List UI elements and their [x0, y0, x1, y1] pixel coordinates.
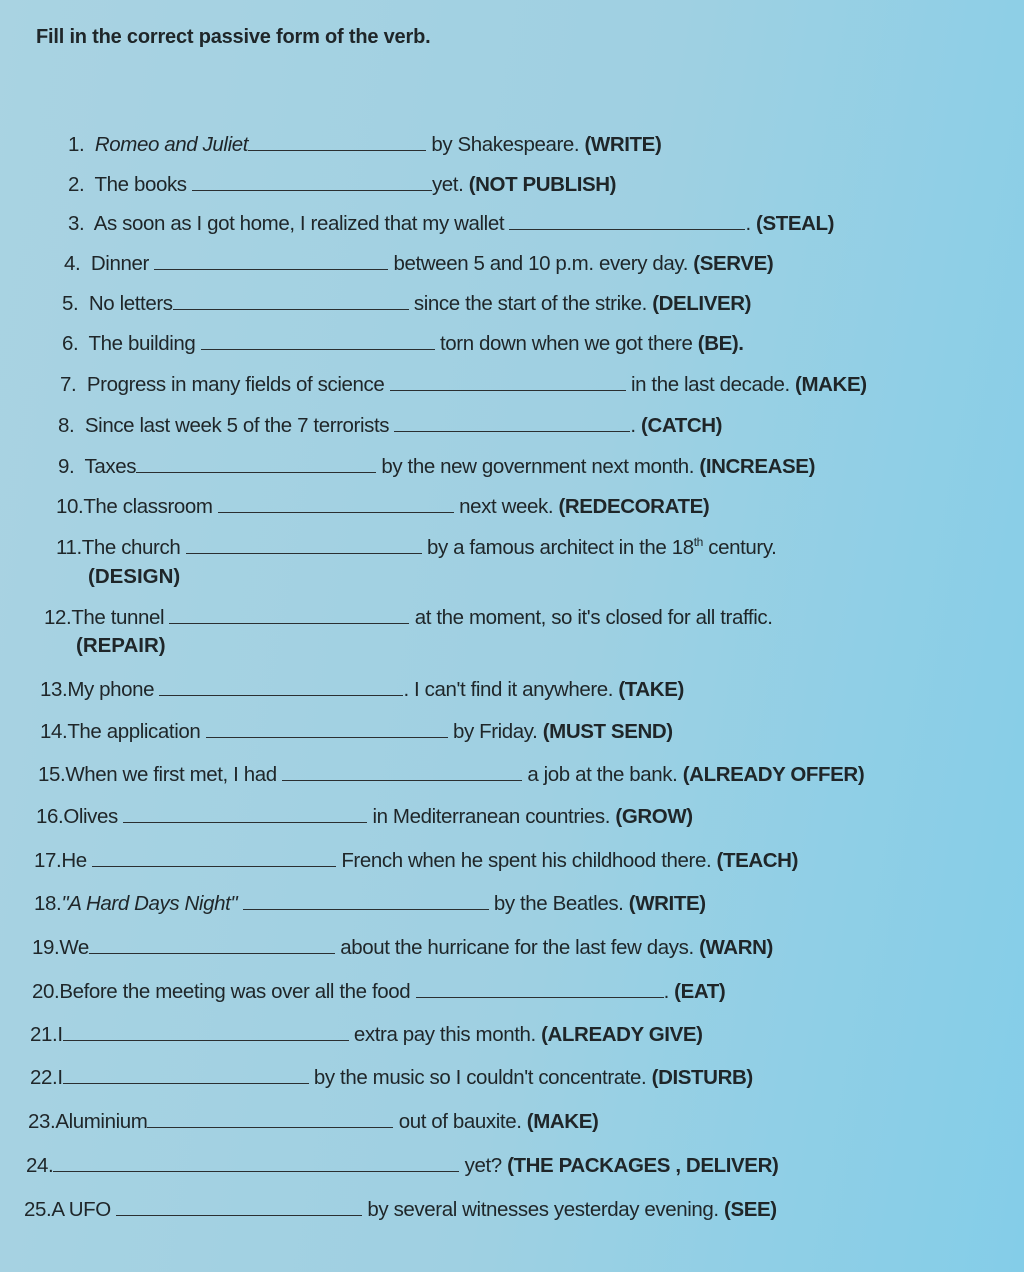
verb-hint: (NOT PUBLISH) [468, 173, 617, 196]
item-number: 11. [56, 536, 82, 559]
verb-hint: (ALREADY GIVE) [541, 1023, 703, 1046]
verb-hint: (WRITE) [628, 892, 706, 915]
exercise-item-9 [58, 454, 815, 479]
item-text-after: by the new government next month. [381, 455, 695, 478]
item-number: 25. [24, 1198, 52, 1221]
verb-hint: (TAKE) [618, 678, 684, 701]
exercise-item-6 [62, 331, 744, 356]
exercise-item-2 [68, 172, 616, 197]
exercise-item-8 [58, 413, 722, 438]
exercise-item-13 [40, 677, 684, 702]
answer-blank[interactable] [243, 891, 489, 910]
exercise-item-11 [56, 535, 776, 560]
item-number: 14. [40, 720, 68, 743]
answer-blank[interactable] [159, 677, 403, 696]
verb-hint: (INCREASE) [699, 455, 815, 478]
item-number: 24. [26, 1154, 54, 1177]
exercise-item-23 [28, 1109, 598, 1134]
verb-hint: (STEAL) [756, 212, 835, 235]
answer-blank[interactable] [169, 605, 409, 624]
item-text-after: . [745, 212, 751, 235]
item-number: 2. [68, 173, 85, 196]
verb-hint: (MUST SEND) [542, 720, 673, 743]
answer-blank[interactable] [89, 935, 335, 954]
item-text-before: Progress in many fields of science [86, 373, 385, 396]
item-number: 19. [32, 936, 60, 959]
answer-blank[interactable] [92, 848, 336, 867]
verb-hint: (EAT) [674, 980, 726, 1003]
exercise-item-19 [32, 935, 773, 960]
answer-blank[interactable] [63, 1065, 309, 1084]
item-number: 9. [58, 455, 75, 478]
answer-blank[interactable] [282, 762, 522, 781]
item-number: 6. [62, 332, 79, 355]
answer-blank[interactable] [509, 211, 745, 230]
item-text-before: My phone [67, 678, 155, 701]
item-text-after: by several witnesses yesterday evening. [367, 1198, 719, 1221]
exercise-item-1 [68, 132, 661, 157]
item-number: 7. [60, 373, 77, 396]
item-text-before: We [59, 936, 89, 959]
item-number: 16. [36, 805, 64, 828]
exercise-item-24 [26, 1153, 778, 1178]
answer-blank[interactable] [136, 454, 376, 473]
item-text-after: . [663, 980, 669, 1003]
item-number: 8. [58, 414, 75, 437]
item-text-after: French when he spent his childhood there. [341, 849, 712, 872]
item-text-before: The classroom [83, 495, 213, 518]
item-text-before: He [61, 849, 87, 872]
item-text-after: next week. [459, 495, 554, 518]
answer-blank[interactable] [416, 979, 664, 998]
item-text-after: yet. [431, 173, 464, 196]
verb-hint: (MAKE) [795, 373, 867, 396]
item-text-before: The building [88, 332, 196, 355]
item-text-before: When we first met, I had [65, 763, 277, 786]
item-text-before: Taxes [84, 455, 137, 478]
item-text-after: at the moment, so it's closed for all traffic. [414, 606, 773, 629]
answer-blank[interactable] [218, 494, 454, 513]
verb-hint: (ALREADY OFFER) [682, 763, 865, 786]
exercise-item-20 [32, 979, 725, 1004]
verb-hint: (MAKE) [526, 1110, 599, 1133]
answer-blank[interactable] [390, 372, 626, 391]
exercise-item-3 [68, 211, 834, 236]
item-text-after: torn down when we got there [440, 332, 693, 355]
item-text-after: by the Beatles. [493, 892, 624, 915]
verb-hint: (REPAIR) [76, 634, 166, 657]
item-number: 18. [34, 892, 62, 915]
item-text-after: yet? [464, 1154, 502, 1177]
item-number: 12. [44, 606, 72, 629]
item-number: 1. [68, 133, 85, 156]
exercise-item-22 [30, 1065, 753, 1090]
verb-hint: (TEACH) [716, 849, 799, 872]
item-text-after: out of bauxite. [398, 1110, 522, 1133]
item-text-after: between 5 and 10 p.m. every day. [393, 252, 688, 275]
item-text-before: Since last week 5 of the 7 terrorists [84, 414, 390, 437]
item-number: 13. [40, 678, 68, 701]
item-number: 21. [30, 1023, 58, 1046]
item-text-after: by a famous architect in the 18 [426, 536, 694, 559]
exercise-item-15 [38, 762, 864, 787]
item-number: 20. [32, 980, 60, 1003]
item-text-before: I [57, 1066, 63, 1089]
exercise-item-18 [34, 891, 706, 916]
answer-blank[interactable] [192, 172, 432, 191]
exercise-item-17 [34, 848, 798, 873]
item-text-before: The church [81, 536, 181, 559]
ordinal-suffix: th [693, 535, 703, 550]
item-text-before: The application [67, 720, 201, 743]
item-text-after: by Friday. [452, 720, 538, 743]
item-number: 23. [28, 1110, 56, 1133]
exercise-item-25 [24, 1197, 777, 1222]
answer-blank[interactable] [201, 331, 435, 350]
item-text-after: by the music so I couldn't concentrate. [313, 1066, 647, 1089]
answer-blank[interactable] [147, 1109, 393, 1128]
item-text-after: a job at the bank. [527, 763, 678, 786]
answer-blank[interactable] [206, 719, 448, 738]
answer-blank[interactable] [116, 1197, 362, 1216]
verb-hint: (REDECORATE) [558, 495, 710, 518]
item-text-before: As soon as I got home, I realized that my wallet [93, 212, 505, 235]
item-number: 15. [38, 763, 66, 786]
answer-blank[interactable] [394, 413, 630, 432]
exercise-item-12 [44, 605, 773, 630]
item-number: 5. [62, 292, 79, 315]
item-number: 17. [34, 849, 62, 872]
exercise-item-10 [56, 494, 709, 519]
verb-hint: (DELIVER) [652, 292, 752, 315]
item-number: 10. [56, 495, 84, 518]
exercise-item-21 [30, 1022, 703, 1047]
verb-hint: (SERVE) [693, 252, 774, 275]
item-text-after: . [630, 414, 636, 437]
verb-hint: (SEE) [724, 1198, 777, 1221]
item-text-after: by Shakespeare. [431, 133, 580, 156]
verb-hint: (DISTURB) [651, 1066, 753, 1089]
item-text-before: Romeo and Juliet [94, 133, 249, 156]
answer-blank[interactable] [123, 804, 367, 823]
item-text-after: extra pay this month. [353, 1023, 536, 1046]
answer-blank[interactable] [173, 291, 409, 310]
answer-blank[interactable] [248, 132, 426, 151]
answer-blank[interactable] [186, 535, 422, 554]
exercise-item-16 [36, 804, 693, 829]
item-text-after: about the hurricane for the last few days. [340, 936, 694, 959]
item-number: 4. [64, 252, 81, 275]
item-text-after: in Mediterranean countries. [372, 805, 611, 828]
item-text-after: . I can't find it anywhere. [403, 678, 614, 701]
worksheet-title: Fill in the correct passive form of the verb. [36, 26, 431, 48]
exercise-item-4 [64, 251, 773, 276]
item-text-before: I [57, 1023, 63, 1046]
verb-hint: (GROW) [615, 805, 693, 828]
exercise-item-7 [60, 372, 867, 397]
exercise-item-14 [40, 719, 673, 744]
item-number: 22. [30, 1066, 58, 1089]
item-text-before: Before the meeting was over all the food [59, 980, 411, 1003]
verb-hint: (WRITE) [584, 133, 662, 156]
verb-hint: (WARN) [699, 936, 773, 959]
exercise-item-5 [62, 291, 751, 316]
answer-blank[interactable] [154, 251, 388, 270]
item-text-before: A UFO [51, 1198, 111, 1221]
item-text-after: century. [708, 536, 777, 559]
item-text-after: in the last decade. [630, 373, 790, 396]
item-text-before: Olives [63, 805, 118, 828]
verb-hint: (DESIGN) [88, 565, 181, 588]
item-text-before: Aluminium [55, 1110, 148, 1133]
item-text-before: "A Hard Days Night" [61, 892, 238, 915]
item-text-before: The tunnel [71, 606, 165, 629]
verb-hint: (BE). [697, 332, 744, 355]
answer-blank[interactable] [63, 1022, 349, 1041]
answer-blank[interactable] [53, 1153, 459, 1172]
item-text-before: No letters [88, 292, 173, 315]
item-text-after: since the start of the strike. [413, 292, 647, 315]
verb-hint: (CATCH) [641, 414, 723, 437]
item-text-before: The books [94, 173, 187, 196]
item-text-before: Dinner [90, 252, 149, 275]
verb-hint: (THE PACKAGES , DELIVER) [507, 1154, 779, 1177]
item-number: 3. [68, 212, 85, 235]
